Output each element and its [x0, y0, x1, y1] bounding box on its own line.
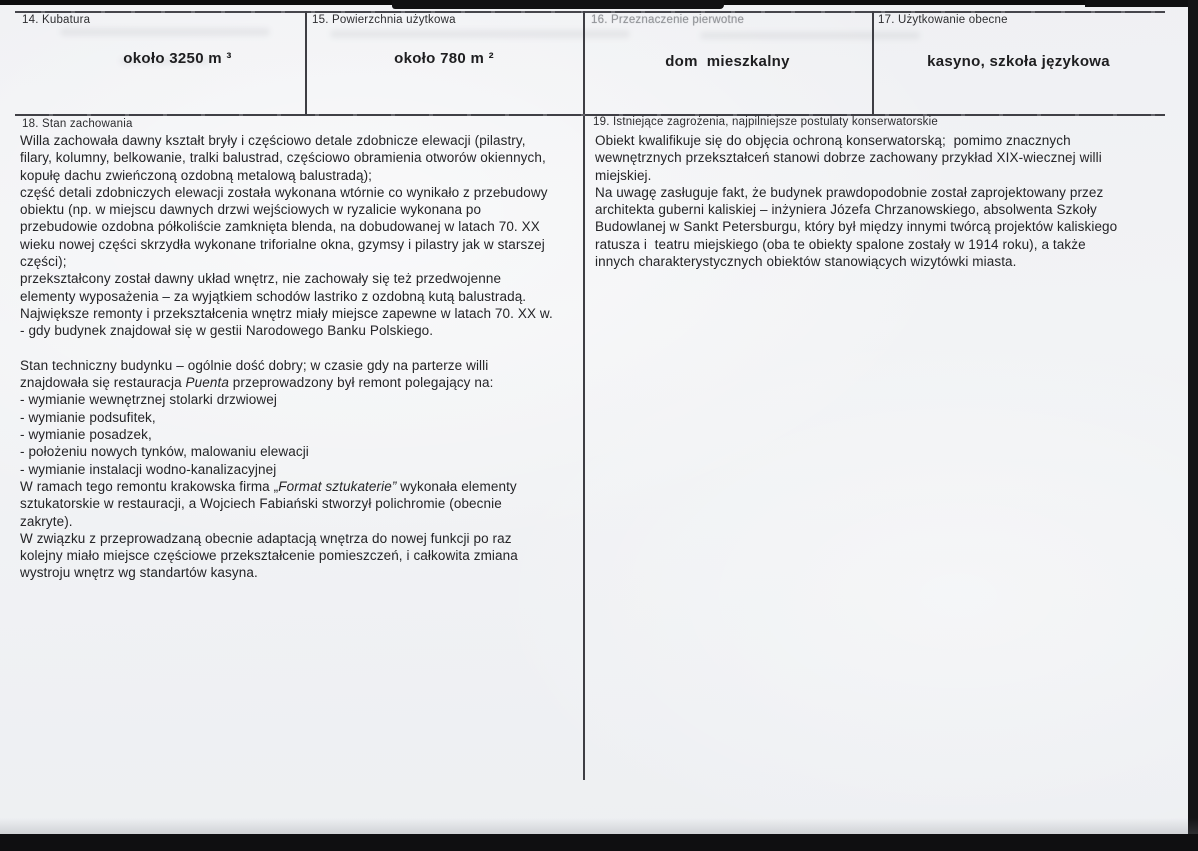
field-value: kasyno, szkoła językowa: [927, 53, 1110, 70]
scan-edge-top-bump: [392, 0, 724, 9]
scan-edge-right: [1188, 0, 1198, 851]
field-value: około 3250 m ³: [123, 50, 232, 67]
field-label: 16. Przeznaczenie pierwotne: [591, 14, 745, 26]
scan-edge-top-right: [1085, 0, 1198, 7]
table-top-border: [15, 11, 1165, 13]
section-label: 19. Istniejące zagrożenia, najpilniejsze postulaty konserwatorskie: [593, 116, 938, 128]
scan-smudge: [330, 30, 630, 38]
field-label: 15. Powierzchnia użytkowa: [312, 14, 456, 26]
field-value: około 780 m ²: [394, 50, 494, 67]
scan-edge-bottom: [0, 834, 1198, 851]
field-label: 14. Kubatura: [22, 14, 91, 26]
scan-edge-bottom-shade: [0, 818, 1198, 834]
field-label: 17. Użytkowanie obecne: [878, 14, 1008, 26]
header-row-divider: [15, 114, 1165, 116]
scan-smudge: [60, 28, 270, 36]
center-column-divider: [583, 11, 585, 780]
section-label: 18. Stan zachowania: [22, 118, 133, 130]
field-value: dom mieszkalny: [665, 53, 790, 70]
section-text: Willa zachowała dawny kształt bryły i częściowo detale zdobnicze elewacji (pilastry, filary, kolumny, belkowanie, tralki balustrad, częściowo obramienia otworów okiennych, kopułę dachu zwieńczoną ozdobną metalową balustradą); część detali zdobniczych elewacji została wykonana wtórnie co wynikało z przebudowy obiektu (np. w miejscu dawnych drzwi wejściowych w ryzalicie wykonana po przebudowie ozdobna półkoliście zamknięta blenda, na dobudowanej w latach 70. XX wieku nowej części skrzydła wykonane triforialne okna, gzymsy i pilastry jak w starszej części); przekształcony został dawny układ wnętrz, nie zachowały się też przedwojenne elementy wyposażenia – za wyjątkiem schodów lastriko z ozdobną kutą balustradą. Największe remonty i przekształcenia wnętrz miały miejsce zapewne w latach 70. XX w. - gdy budynek znajdował się w gestii Narodowego Banku Polskiego. Stan techniczny budynku – ogólnie dość dobry; w czasie gdy na parterze willi znajdowała się restauracja Puenta przeprowadzony był remont polegający na: - wymianie wewnętrznej stolarki drzwiowej - wymianie podsufitek, - wymianie posadzek, - położeniu nowych tynków, malowaniu elewacji - wymianie instalacji wodno-kanalizacyjnej W ramach tego remontu krakowska firma „Format sztukaterie” wykonała elementy sztukatorskie w restauracji, a Wojciech Fabiański stworzył polichromie (obecnie zakryte). W związku z przeprowadzaną obecnie adaptacją wnętrza do nowej funkcji po raz kolejny miało miejsce częściowe przekształcenie pomieszczeń, i całkowita zmiana wystroju wnętrz wg standartów kasyna.: [20, 133, 553, 581]
section-text: Obiekt kwalifikuje się do objęcia ochroną konserwatorską; pomimo znacznych wewnętrznych przekształceń stanowi dobrze zachowany przykład XIX-wiecznej willi miejskiej. Na uwagę zasługuje fakt, że budynek prawdopodobnie został zaprojektowany przez architekta guberni kaliskiej – inżyniera Józefa Chrzanowskiego, absolwenta Szkoły Budowlanej w Sankt Petersburgu, który był między innymi twórcą projektów kaliskiego ratusza i teatru miejskiego (oba te obiekty spalone zostały w 1914 roku), a także innych charakterystycznych obiektów stanowiących wizytówki miasta.: [595, 133, 1118, 270]
scan-smudge: [700, 32, 920, 39]
